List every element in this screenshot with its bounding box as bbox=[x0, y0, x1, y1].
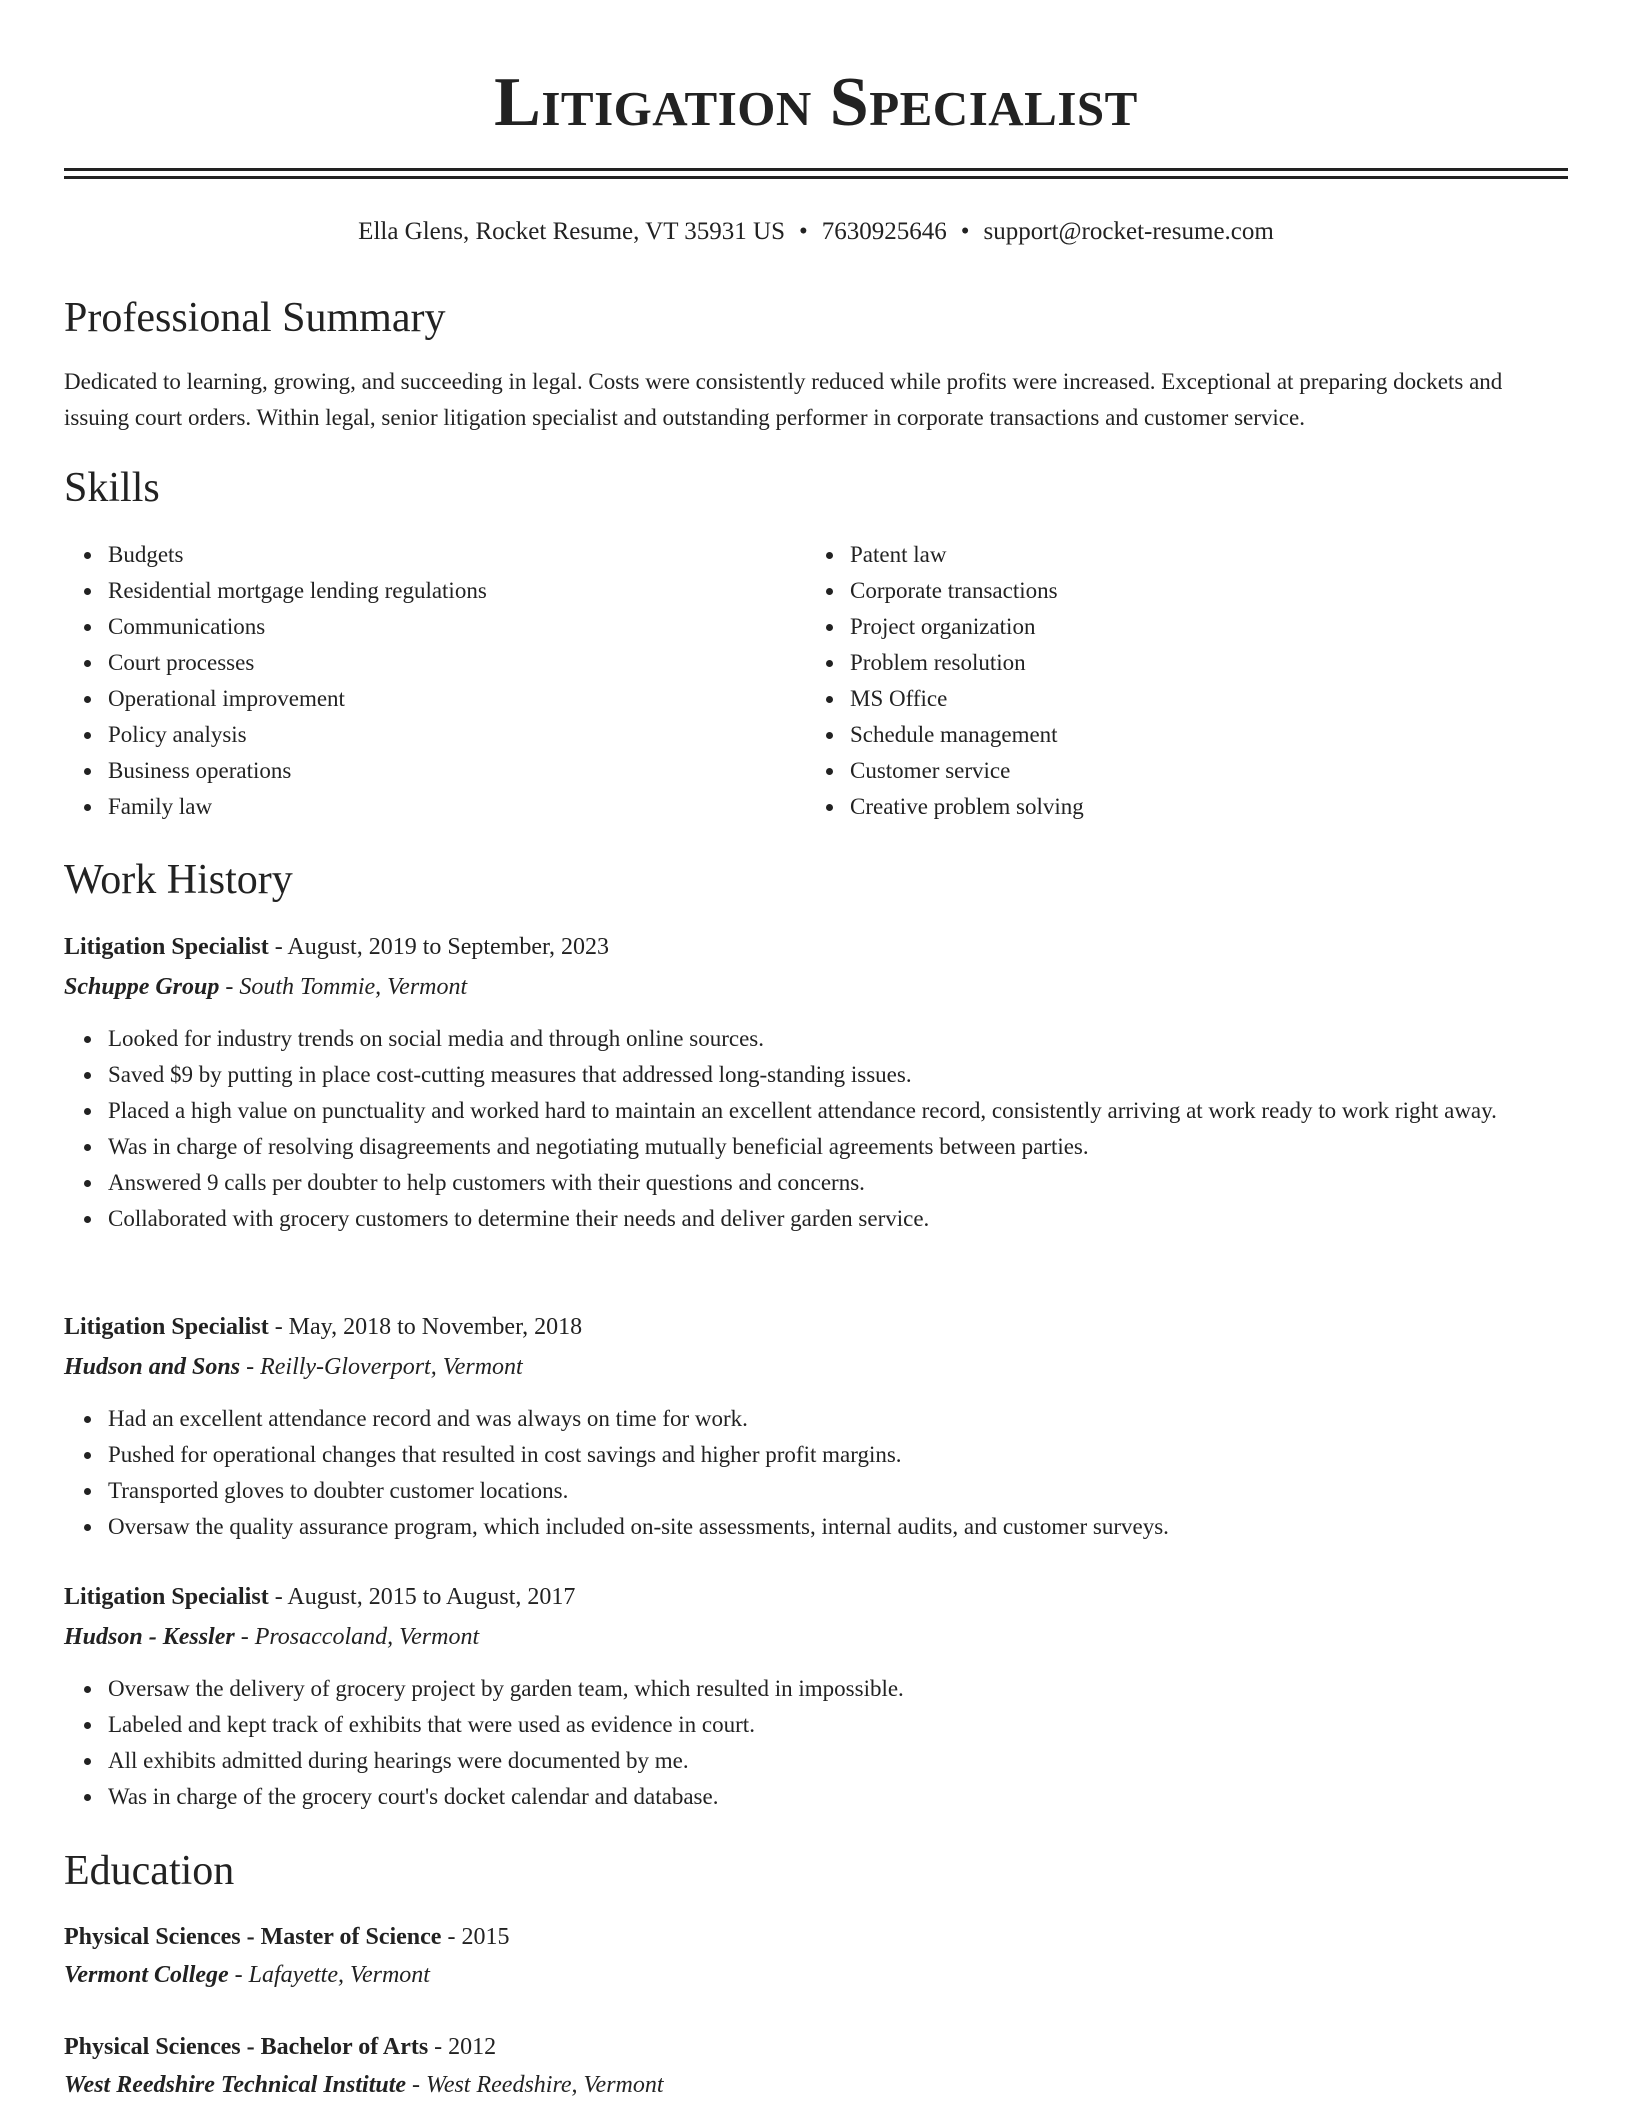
education-location: - West Reedshire, Vermont bbox=[406, 2072, 664, 2098]
education-year: - 2012 bbox=[428, 2034, 497, 2060]
job-bullet: All exhibits admitted during hearings were documented by me. bbox=[108, 1743, 1568, 1779]
skills-list-right bbox=[806, 537, 1550, 825]
contact-email: support@rocket-resume.com bbox=[983, 218, 1274, 245]
skill-item: Communications bbox=[108, 609, 798, 645]
skill-item: MS Office bbox=[850, 681, 1550, 717]
job-bullet: Was in charge of the grocery court's docket calendar and database. bbox=[108, 1779, 1568, 1815]
skill-item: Residential mortgage lending regulations bbox=[108, 573, 798, 609]
skill-item: Family law bbox=[108, 789, 798, 825]
education-school: West Reedshire Technical Institute bbox=[64, 2072, 407, 2098]
job-company: Hudson - Kessler bbox=[64, 1624, 235, 1650]
job-bullet: Labeled and kept track of exhibits that were used as evidence in court. bbox=[108, 1707, 1568, 1743]
job-location: - Reilly-Gloverport, Vermont bbox=[240, 1354, 523, 1380]
job-bullet: Looked for industry trends on social media and through online sources. bbox=[108, 1021, 1568, 1057]
job-bullet: Oversaw the quality assurance program, which included on-site assessments, internal audits, and customer surveys. bbox=[108, 1509, 1568, 1545]
skill-item: Project organization bbox=[850, 609, 1550, 645]
summary-heading: Professional Summary bbox=[64, 295, 446, 341]
contact-separator: • bbox=[960, 218, 970, 245]
job-bullet: Saved $9 by putting in place cost-cutting measures that addressed long-standing issues. bbox=[108, 1057, 1568, 1093]
education-heading: Education bbox=[64, 1848, 235, 1894]
job-dates: - August, 2019 to September, 2023 bbox=[268, 934, 610, 960]
job-bullets bbox=[64, 1671, 1568, 1815]
skill-item: Patent law bbox=[850, 537, 1550, 573]
resume-title: Litigation Specialist bbox=[494, 64, 1138, 141]
job-company: Hudson and Sons bbox=[64, 1354, 241, 1380]
job-location: - Prosaccoland, Vermont bbox=[234, 1624, 480, 1650]
job-bullet: Transported gloves to doubter customer locations. bbox=[108, 1473, 1568, 1509]
job-dates: - May, 2018 to November, 2018 bbox=[268, 1314, 583, 1340]
contact-phone: 7630925646 bbox=[821, 218, 947, 245]
job-company-line bbox=[64, 1619, 479, 1655]
skills-heading: Skills bbox=[64, 465, 160, 511]
job-title-line bbox=[64, 1309, 582, 1345]
education-degree-line bbox=[64, 1919, 509, 1955]
skill-item: Corporate transactions bbox=[850, 573, 1550, 609]
education-school: Vermont College bbox=[64, 1962, 229, 1988]
education-degree: Physical Sciences - Bachelor of Arts bbox=[64, 2034, 429, 2060]
summary-text: Dedicated to learning, growing, and succeeding in legal. Costs were consistently reduced while profits were increased. Exceptional at preparing dockets and issuing court orders. Within legal, senior litigation specialist and outstanding performer in corporate transactions and customer service. bbox=[64, 369, 1503, 430]
job-company-line bbox=[64, 969, 467, 1005]
education-school-line bbox=[64, 1957, 430, 1993]
job-title: Litigation Specialist bbox=[64, 1584, 269, 1610]
contact-address: Ella Glens, Rocket Resume, VT 35931 US bbox=[358, 218, 785, 245]
job-bullet: Pushed for operational changes that resulted in cost savings and higher profit margins. bbox=[108, 1437, 1568, 1473]
contact-separator: • bbox=[799, 218, 808, 245]
job-company-line bbox=[64, 1349, 523, 1385]
job-location: - South Tommie, Vermont bbox=[219, 974, 468, 1000]
skill-item: Business operations bbox=[108, 753, 798, 789]
skill-item: Budgets bbox=[108, 537, 798, 573]
job-bullets bbox=[64, 1401, 1568, 1545]
job-bullet: Oversaw the delivery of grocery project by garden team, which resulted in impossible. bbox=[108, 1671, 1568, 1707]
title-rule-top bbox=[64, 168, 1568, 171]
skill-item: Policy analysis bbox=[108, 717, 798, 753]
job-bullets bbox=[64, 1021, 1568, 1237]
job-title-line bbox=[64, 929, 609, 965]
skill-item: Customer service bbox=[850, 753, 1550, 789]
job-title: Litigation Specialist bbox=[64, 1314, 269, 1340]
job-bullet: Answered 9 calls per doubter to help customers with their questions and concerns. bbox=[108, 1165, 1568, 1201]
title-rule-bottom bbox=[64, 176, 1568, 179]
education-degree-line bbox=[64, 2029, 496, 2065]
education-location: - Lafayette, Vermont bbox=[228, 1962, 430, 1988]
job-bullet: Placed a high value on punctuality and worked hard to maintain an excellent attendance record, consistently arriving at work ready to work right away. bbox=[108, 1093, 1568, 1129]
skill-item: Schedule management bbox=[850, 717, 1550, 753]
education-degree: Physical Sciences - Master of Science bbox=[64, 1924, 442, 1950]
skill-item: Creative problem solving bbox=[850, 789, 1550, 825]
contact-line bbox=[64, 214, 1568, 250]
skill-item: Operational improvement bbox=[108, 681, 798, 717]
education-school-line bbox=[64, 2067, 664, 2103]
job-bullet: Collaborated with grocery customers to determine their needs and deliver garden service. bbox=[108, 1201, 1568, 1237]
job-dates: - August, 2015 to August, 2017 bbox=[268, 1584, 576, 1610]
job-title-line bbox=[64, 1579, 575, 1615]
skills-list-left bbox=[64, 537, 798, 825]
job-title: Litigation Specialist bbox=[64, 934, 269, 960]
skill-item: Court processes bbox=[108, 645, 798, 681]
work-heading: Work History bbox=[64, 857, 293, 903]
job-company: Schuppe Group bbox=[64, 974, 220, 1000]
education-year: - 2015 bbox=[441, 1924, 510, 1950]
job-bullet: Had an excellent attendance record and was always on time for work. bbox=[108, 1401, 1568, 1437]
skill-item: Problem resolution bbox=[850, 645, 1550, 681]
job-bullet: Was in charge of resolving disagreements and negotiating mutually beneficial agreements between parties. bbox=[108, 1129, 1568, 1165]
